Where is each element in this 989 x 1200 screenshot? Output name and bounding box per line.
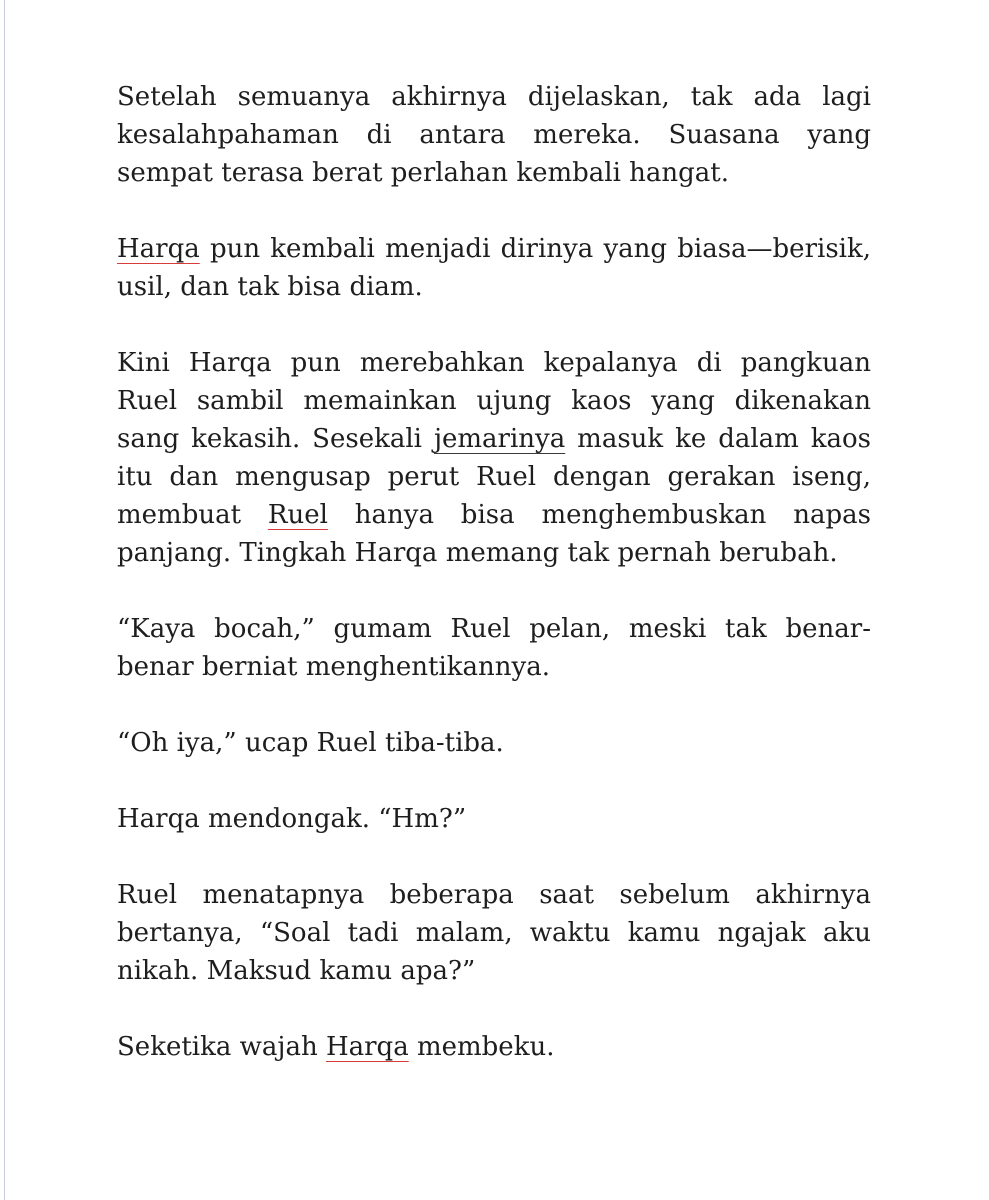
paragraph-8 <box>117 1028 871 1066</box>
grammar-marked-word[interactable]: jemarinya <box>433 424 566 454</box>
paragraph-7 <box>117 876 871 990</box>
text-segment: Kini Harqa pun merebahkan kepalanya di pangkuan Ruel sambil memainkan ujung kaos yang dikenakan sang kekasih. Sesekali <box>117 348 871 454</box>
spelling-marked-word[interactable]: Ruel <box>267 500 328 530</box>
text-segment: Seketika wajah <box>117 1032 326 1062</box>
document-body[interactable] <box>117 78 871 1066</box>
text-segment: Ruel menatapnya beberapa saat sebelum akhirnya bertanya, “Soal tadi malam, waktu kamu ngajak aku nikah. Maksud kamu apa?” <box>117 880 871 986</box>
spelling-marked-word[interactable]: Harqa <box>117 234 200 264</box>
text-segment: Harqa mendongak. “Hm?” <box>117 804 467 834</box>
text-segment: pun kembali menjadi dirinya yang biasa—berisik, usil, dan tak bisa diam. <box>117 234 871 302</box>
text-segment: “Oh iya,” ucap Ruel tiba-tiba. <box>117 728 504 758</box>
spelling-marked-word[interactable]: Harqa <box>325 1032 409 1062</box>
page-edge-line <box>4 0 5 1200</box>
paragraph-3 <box>117 344 871 572</box>
paragraph-2 <box>117 230 871 306</box>
paragraph-1 <box>117 78 871 192</box>
text-segment: membeku. <box>408 1032 555 1062</box>
text-segment: hanya bisa menghembuskan napas panjang. Tingkah Harqa memang tak pernah berubah. <box>117 500 871 568</box>
text-segment: “Kaya bocah,” gumam Ruel pelan, meski tak benar-benar berniat menghentikannya. <box>117 614 871 682</box>
text-segment: masuk ke dalam kaos itu dan mengusap perut Ruel dengan gerakan iseng, membuat <box>117 424 871 530</box>
paragraph-4 <box>117 610 871 686</box>
text-segment: Setelah semuanya akhirnya dijelaskan, tak ada lagi kesalahpahaman di antara mereka. Suasana yang sempat terasa berat perlahan kembali hangat. <box>117 82 871 188</box>
paragraph-5 <box>117 724 871 762</box>
paragraph-6 <box>117 800 871 838</box>
